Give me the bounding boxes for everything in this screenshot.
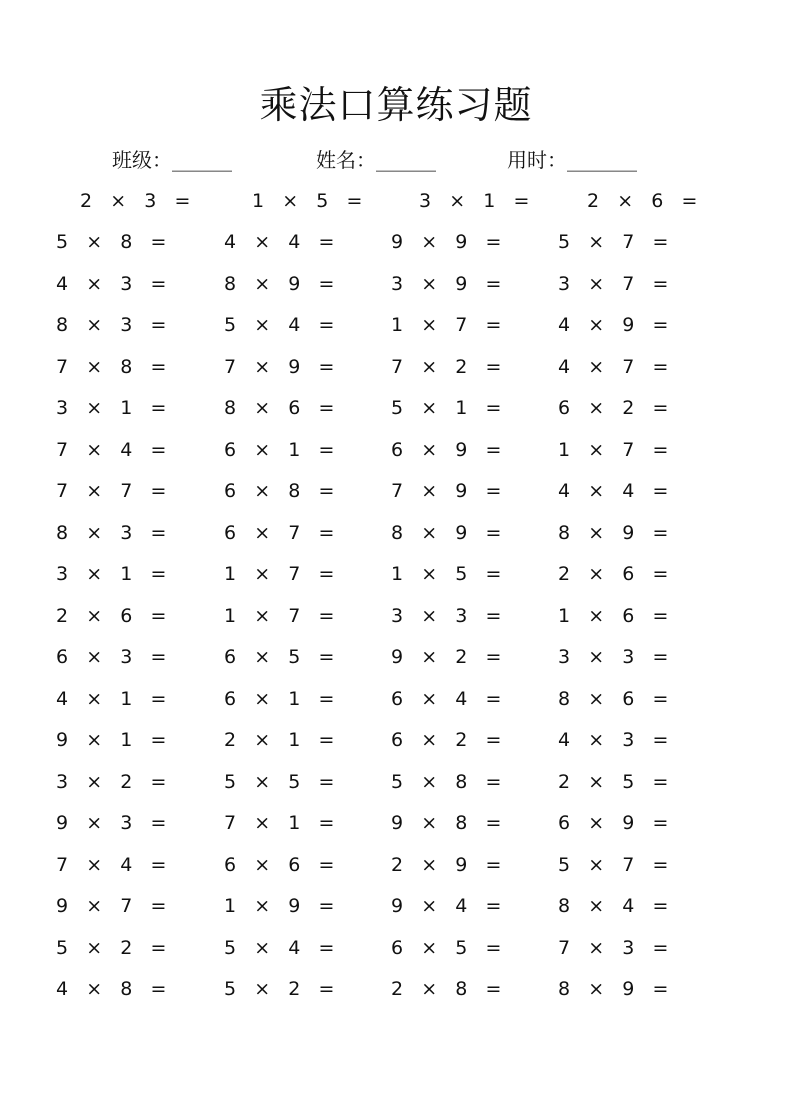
problem-item: 6 × 1 = xyxy=(224,439,335,461)
problem-item: 8 × 3 = xyxy=(56,314,167,336)
problem-item: 5 × 5 = xyxy=(224,771,335,793)
problem-item: 6 × 8 = xyxy=(224,480,335,502)
problem-item: 8 × 6 = xyxy=(558,688,669,710)
problem-item: 3 × 1 = xyxy=(56,397,167,419)
problem-item: 6 × 9 = xyxy=(391,439,502,461)
problem-item: 1 × 7 = xyxy=(391,314,502,336)
problem-item: 4 × 1 = xyxy=(56,688,167,710)
problem-item: 2 × 9 = xyxy=(391,854,502,876)
problem-item: 4 × 8 = xyxy=(56,978,167,1000)
problem-item: 7 × 1 = xyxy=(224,812,335,834)
problem-item: 4 × 3 = xyxy=(558,729,669,751)
problem-item: 8 × 9 = xyxy=(391,522,502,544)
problem-item: 9 × 2 = xyxy=(391,646,502,668)
problem-item: 5 × 2 = xyxy=(56,937,167,959)
problem-item: 4 × 3 = xyxy=(56,273,167,295)
problem-item: 6 × 5 = xyxy=(391,937,502,959)
problem-item: 8 × 6 = xyxy=(224,397,335,419)
problem-item: 2 × 3 = xyxy=(80,190,191,212)
problem-item: 5 × 7 = xyxy=(558,854,669,876)
problem-item: 5 × 8 = xyxy=(56,231,167,253)
problem-item: 5 × 4 = xyxy=(224,937,335,959)
problem-item: 8 × 9 = xyxy=(558,978,669,1000)
problem-item: 7 × 2 = xyxy=(391,356,502,378)
problem-item: 6 × 2 = xyxy=(391,729,502,751)
problem-item: 1 × 9 = xyxy=(224,895,335,917)
problem-item: 6 × 1 = xyxy=(224,688,335,710)
problem-item: 3 × 3 = xyxy=(391,605,502,627)
problem-item: 7 × 7 = xyxy=(56,480,167,502)
problem-item: 7 × 8 = xyxy=(56,356,167,378)
problem-item: 6 × 6 = xyxy=(224,854,335,876)
problem-item: 1 × 5 = xyxy=(252,190,363,212)
problem-item: 5 × 2 = xyxy=(224,978,335,1000)
problem-item: 8 × 9 = xyxy=(558,522,669,544)
problem-item: 2 × 1 = xyxy=(224,729,335,751)
problem-item: 2 × 6 = xyxy=(587,190,698,212)
problem-item: 1 × 7 = xyxy=(224,605,335,627)
problem-item: 2 × 5 = xyxy=(558,771,669,793)
problem-item: 5 × 1 = xyxy=(391,397,502,419)
problem-item: 5 × 7 = xyxy=(558,231,669,253)
problem-item: 7 × 9 = xyxy=(224,356,335,378)
problem-item: 6 × 7 = xyxy=(224,522,335,544)
problem-item: 3 × 2 = xyxy=(56,771,167,793)
problem-item: 9 × 3 = xyxy=(56,812,167,834)
problem-item: 2 × 6 = xyxy=(558,563,669,585)
problem-item: 1 × 5 = xyxy=(391,563,502,585)
problem-item: 9 × 1 = xyxy=(56,729,167,751)
problem-item: 9 × 7 = xyxy=(56,895,167,917)
problem-item: 3 × 7 = xyxy=(558,273,669,295)
name-field-label: 姓名：______ xyxy=(316,148,436,172)
problem-item: 1 × 6 = xyxy=(558,605,669,627)
problem-item: 6 × 9 = xyxy=(558,812,669,834)
problem-item: 9 × 9 = xyxy=(391,231,502,253)
problem-item: 6 × 2 = xyxy=(558,397,669,419)
problem-item: 7 × 3 = xyxy=(558,937,669,959)
class-field-label: 班级：______ xyxy=(112,148,232,172)
problem-item: 4 × 9 = xyxy=(558,314,669,336)
problem-item: 7 × 4 = xyxy=(56,439,167,461)
problem-item: 9 × 8 = xyxy=(391,812,502,834)
problem-item: 8 × 4 = xyxy=(558,895,669,917)
problem-item: 6 × 5 = xyxy=(224,646,335,668)
problem-item: 2 × 6 = xyxy=(56,605,167,627)
page-title: 乘法口算练习题 xyxy=(259,83,533,127)
problem-item: 8 × 3 = xyxy=(56,522,167,544)
problem-item: 9 × 4 = xyxy=(391,895,502,917)
problem-item: 5 × 8 = xyxy=(391,771,502,793)
problem-item: 1 × 7 = xyxy=(558,439,669,461)
problem-item: 4 × 4 = xyxy=(224,231,335,253)
problem-item: 3 × 1 = xyxy=(56,563,167,585)
problem-item: 2 × 8 = xyxy=(391,978,502,1000)
problem-item: 4 × 4 = xyxy=(558,480,669,502)
problem-item: 6 × 3 = xyxy=(56,646,167,668)
problem-item: 5 × 4 = xyxy=(224,314,335,336)
problem-item: 8 × 9 = xyxy=(224,273,335,295)
time-field-label: 用时：_______ xyxy=(507,148,637,172)
problem-item: 6 × 4 = xyxy=(391,688,502,710)
problem-item: 4 × 7 = xyxy=(558,356,669,378)
problem-item: 3 × 9 = xyxy=(391,273,502,295)
problem-item: 7 × 4 = xyxy=(56,854,167,876)
problem-item: 1 × 7 = xyxy=(224,563,335,585)
problem-item: 7 × 9 = xyxy=(391,480,502,502)
problem-item: 3 × 3 = xyxy=(558,646,669,668)
problem-item: 3 × 1 = xyxy=(419,190,530,212)
